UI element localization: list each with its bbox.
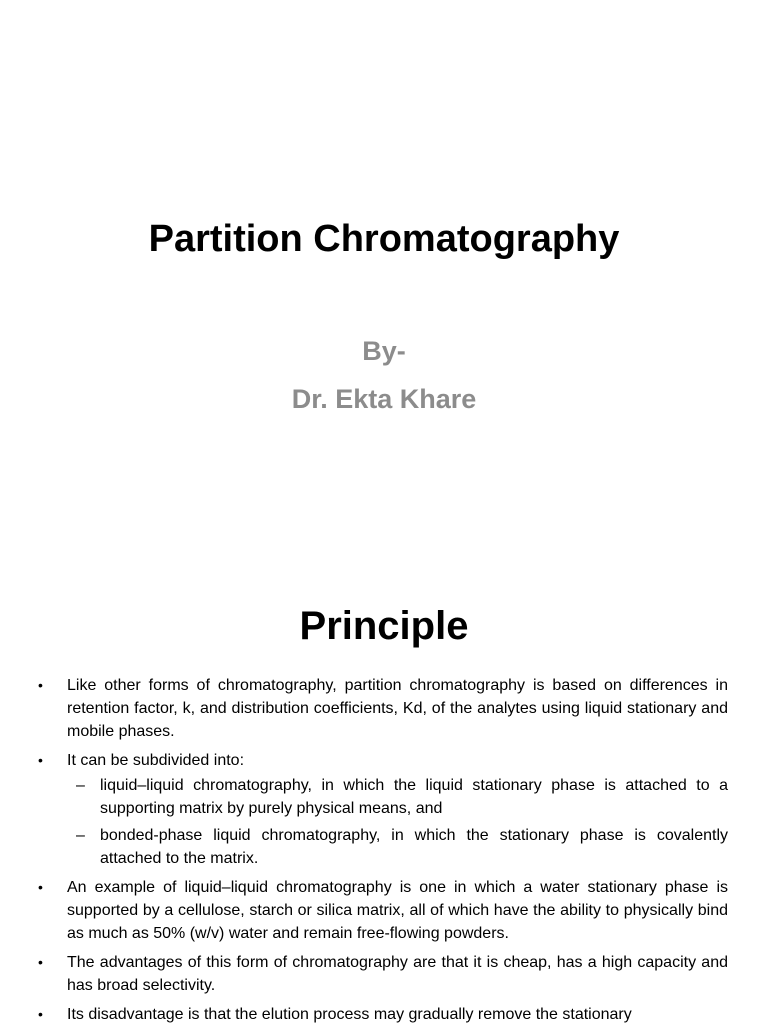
- bullet-item: [38, 951, 728, 997]
- bullet-list: [38, 674, 728, 1024]
- bullet-text: Like other forms of chromatography, partition chromatography is based on differences in retention factor, k, and distribution coefficients, Kd, of the analytes using liquid stationary and mobile phases.: [67, 677, 728, 740]
- principle-slide: [0, 576, 768, 1024]
- bullet-item: [38, 1003, 728, 1024]
- slide-title: Partition Chromatography: [148, 218, 620, 260]
- bullet-marker: •: [38, 954, 43, 970]
- bullet-text: It can be subdivided into:: [67, 752, 245, 769]
- bullet-marker: •: [38, 752, 43, 768]
- sub-bullet-marker: –: [76, 827, 85, 844]
- sub-bullet-text: bonded-phase liquid chromatography, in which the stationary phase is covalently attached to the matrix.: [100, 827, 728, 867]
- sub-bullet-item: [38, 824, 728, 870]
- bullet-item: [38, 674, 728, 743]
- byline-label: By-: [362, 336, 406, 366]
- author-name: Dr. Ekta Khare: [291, 384, 477, 414]
- bullet-marker: •: [38, 1006, 43, 1022]
- sub-bullet-text: liquid–liquid chromatography, in which the liquid stationary phase is attached to a supporting matrix by purely physical means, and: [100, 777, 728, 817]
- bullet-item: [38, 749, 728, 772]
- bullet-marker: •: [38, 879, 43, 895]
- sub-bullet-marker: –: [76, 777, 85, 794]
- section-title: Principle: [299, 604, 469, 648]
- bullet-marker: •: [38, 677, 43, 693]
- sub-bullet-item: [38, 774, 728, 820]
- bullet-text: An example of liquid–liquid chromatography is one in which a water stationary phase is supported by a cellulose, starch or silica matrix, all of which have the ability to physically bind as much as 50% (w/v) water and remain free-flowing powders.: [67, 879, 728, 942]
- bullet-text: The advantages of this form of chromatography are that it is cheap, has a high capacity and has broad selectivity.: [67, 954, 728, 994]
- bullet-text: Its disadvantage is that the elution process may gradually remove the stationary: [67, 1006, 632, 1023]
- bullet-item: [38, 876, 728, 945]
